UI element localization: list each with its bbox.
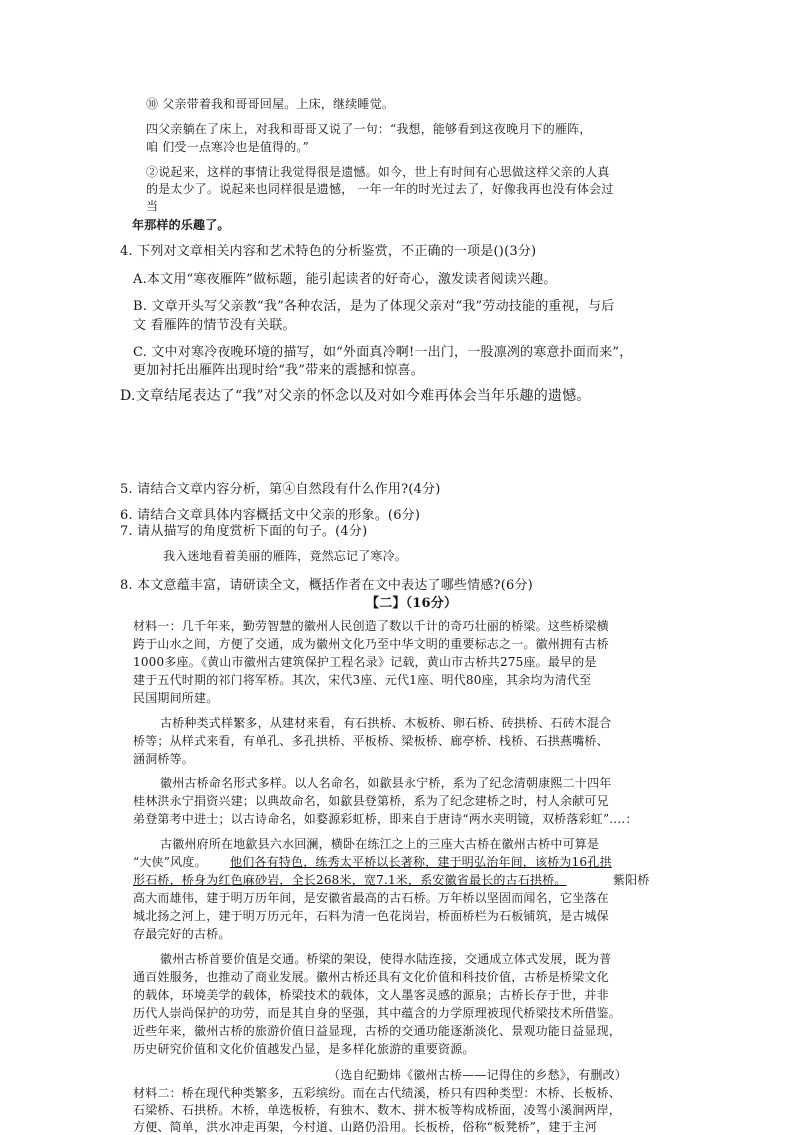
paragraph-12-line-1: ②说起来，这样的事情让我觉得很是遗憾。如今，世上有时间有心思做这样父亲的人真 <box>146 165 610 179</box>
question-8: 8. 本文意蕴丰富，请研读全文，概括作者在文中表达了哪些情感?(6分) <box>120 578 533 593</box>
paragraph-11-line-1: 四父亲躺在了床上，对我和哥哥又说了一句：“我想，能够看到这夜晚月下的雁阵， <box>146 122 592 136</box>
source-citation: （选自纪勤炜《徽州古桥——记得住的乡愁》，有删改） <box>328 1068 628 1082</box>
question-4-option-b-line-2: 文 看雁阵的情节没有关联。 <box>133 318 296 333</box>
text-line: “大侠”风度。 <box>133 855 207 869</box>
text-line: 历代人崇尚保护的功劳，而是其自身的坚强，其中蕴含的力学原理被现代桥梁技术所借鉴。 <box>133 1006 622 1020</box>
text-line: 徽州古桥命名形式多样。以人名命名，如歙县永宁桥，系为了纪念清朝康熙二十四年 <box>160 776 612 790</box>
text-line: 近些年来，徽州古桥的旅游价值日益显现，古桥的交通功能逐渐淡化、景观功能日益显现， <box>133 1024 622 1038</box>
question-4-option-b-line-1: B. 文章开头写父亲教“我”各种农活，是为了体现父亲对“我”劳动技能的重视，与后 <box>133 299 615 314</box>
text-line: 弟登第考中进士；以古诗命名，如婺源彩虹桥，即来自于唐诗“两水夹明镜，双桥落彩虹”.…： <box>133 812 638 826</box>
text-line: 方便、简单，洪水冲走再架，今村道、山路仍沿用。长板桥，俗称“板凳桥”，建于主河 <box>133 1120 598 1134</box>
paragraph-10: ⑩ 父亲带着我和哥哥回屋。上床，继续睡觉。 <box>146 97 395 111</box>
text-line: 存最完好的古桥。 <box>133 927 231 941</box>
paragraph-11-line-2: 咱 们受一点寒冷也是值得的。” <box>146 140 309 154</box>
text-line: 古桥种类式样繁多，从建材来看，有石拱桥、木板桥、卵石桥、砖拱桥、石砖木混合 <box>160 716 612 730</box>
paragraph-12-line-2: 的是太少了。说起来也同样很是遗憾， 一年一年的时光过去了，好像我再也没有体会过 <box>146 182 614 196</box>
text-line: 建于五代时期的祁门将军桥。其次，宋代3座、元代1座、明代80座，其余均为清代至 <box>133 673 592 687</box>
text-line: 徽州古桥首要价值是交通。桥梁的架设，使得水陆连接，交通成立体式发展，既为普 <box>160 952 612 966</box>
text-line: 涵洞桥等。 <box>133 752 195 766</box>
text-line: 桂林洪永宁捐资兴建；以典故命名，如歙县登第桥，系为了纪念建桥之时，村人余献可兄 <box>133 794 609 808</box>
question-4-option-d: D.文章结尾表达了“我”对父亲的怀念以及对如今难再体会当年乐趣的遗憾。 <box>120 388 591 404</box>
text-line: 石梁桥、石拱桥。木桥，单选板桥，有独木、数木、拼木板等构成桥面，凌驾小溪涧两岸， <box>133 1103 622 1117</box>
question-4-option-a: A.本文用“寒夜雁阵”做标题，能引起读者的好奇心，激发读者阅读兴趣。 <box>133 272 557 287</box>
text-line: 紫阳桥 <box>613 873 650 887</box>
question-4-option-c-line-2: 更加衬托出雁阵出现时给“我”带来的震撼和惊喜。 <box>133 363 424 378</box>
text-line: 材料一：几千年来，勤劳智慧的徽州人民创造了数以千计的奇巧壮丽的桥梁。这些桥梁横 <box>133 619 609 633</box>
text-line: 1000多座。《黄山市徽州古建筑保护工程名录》记载，黄山市古桥共275座。最早的是 <box>133 655 597 669</box>
question-5: 5. 请结合文章内容分析，第④自然段有什么作用?(4分) <box>120 482 441 497</box>
text-line: 跨于山水之间，方便了交通，成为徽州文化乃至中华文明的重要标志之一。徽州拥有古桥 <box>133 637 609 651</box>
question-4: 4. 下列对文章相关内容和艺术特色的分析鉴赏，不正确的一项是()(3分) <box>120 244 537 259</box>
text-line: 历史研究价值和文化价值越发凸显，是多样化旅游的重要资源。 <box>133 1042 475 1056</box>
text-line: 民国期间所建。 <box>133 691 219 705</box>
paragraph-12-line-3: 当 <box>146 199 159 213</box>
question-7-sentence: 我入迷地看着美丽的雁阵，竟然忘记了寒冷。 <box>163 549 408 563</box>
text-line: 通百姓服务，也推动了商业发展。徽州古桥还具有文化价值和科技价值，古桥是桥梁文化 <box>133 970 609 984</box>
question-4-option-c-line-1: C. 文中对寒冷夜晚环境的描写，如“外面真冷啊!一出门，一股凛冽的寒意扑面而来”， <box>133 345 633 360</box>
question-6: 6. 请结合文章具体内容概括文中父亲的形象。(6分) <box>120 508 421 523</box>
section-2-heading: 【二】（16分） <box>366 596 458 611</box>
text-line: 高大而雄伟，建于明万历年间，是安徽省最高的古石桥。万年桥以坚固而闻名，它坐落在 <box>133 891 609 905</box>
underlined-text: 他们各有特色，练秀太平桥以长著称，建于明弘治年间，该桥为16孔拱 <box>230 855 612 869</box>
text-line: 材料二：桥在现代种类繁多，五彩缤纷。而在古代绩溪，桥只有四种类型：木桥、长板桥、 <box>133 1086 622 1100</box>
text-line: 古徽州府所在地歙县六水回澜，横卧在练江之上的三座大古桥在徽州古桥中可算是 <box>160 837 600 851</box>
paragraph-12-line-4: 年那样的乐趣了。 <box>132 218 230 232</box>
question-7: 7. 请从描写的角度赏析下面的句子。(4分) <box>120 524 368 539</box>
text-line: 的载体，环境美学的载体，桥梁技术的载体，文人墨客灵感的源泉；古桥长存于世，并非 <box>133 988 609 1002</box>
text-line: 城北扬之河上，建于明万历元年，石料为清一色花岗岩，桥面桥栏为石板铺筑，是古城保 <box>133 909 609 923</box>
underlined-text: 形石桥，桥身为红色麻砂岩，全长268米，宽7.1米，系安徽省最长的古石拱桥。 <box>133 873 567 887</box>
text-line: 桥等；从样式来看，有单孔、多孔拱桥、平板桥、梁板桥、廊亭桥、栈桥、石拱燕嘴桥、 <box>133 734 609 748</box>
